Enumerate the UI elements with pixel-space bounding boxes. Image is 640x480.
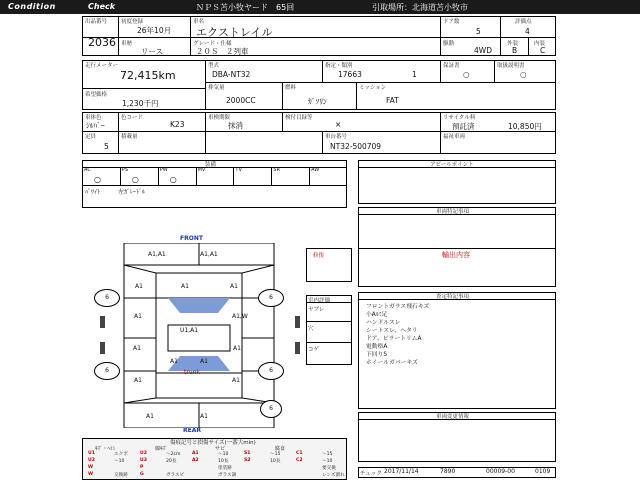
warranty: ○ — [463, 70, 470, 79]
barcode-number: 00009-00 — [486, 468, 515, 475]
legend-cell: W — [88, 465, 94, 470]
legend-header: 線ｷｽﾞ — [155, 446, 168, 452]
legend-cell: 20長 — [166, 459, 177, 464]
recycle-status: 預託済 — [452, 122, 475, 131]
int-grade: C — [540, 46, 546, 55]
lot-label: 出品番号 — [85, 19, 108, 25]
appeal-title: アピールポイント — [430, 162, 474, 168]
inspector-note: 下回りS — [366, 352, 388, 358]
doors-label: ドア数 — [443, 19, 460, 25]
score: 4 — [525, 27, 530, 36]
trunk-label: trunk — [184, 369, 200, 376]
repair-label: 修復 — [313, 253, 325, 259]
odometer: 72,415km — [120, 69, 176, 82]
check-label: チェック — [360, 471, 382, 477]
disp-label: 排気量 — [208, 85, 225, 91]
legend-cell: ～10 — [114, 459, 125, 464]
inspector-note: ドア、ピラートリムA — [366, 336, 422, 342]
equip-ps: PS — [121, 167, 129, 173]
legend-cell: ～15 — [322, 452, 333, 457]
legend-cell: ガラス調 — [218, 473, 237, 478]
score-label: 評価点 — [515, 19, 532, 25]
legend-cell: C2 — [296, 458, 303, 463]
odo-label: 走行メーター — [85, 63, 119, 69]
tyre-rear-right: 6 — [258, 362, 284, 380]
check-date: 2017/11/14 — [384, 468, 419, 475]
tyre-front-left: 6 — [94, 289, 120, 307]
inspector-title: 査定特記事項 — [436, 294, 470, 300]
price-label: 希望価格 — [85, 92, 108, 98]
interior-item-1: ヤブレ — [308, 307, 325, 313]
damage-code: A1,W — [232, 313, 248, 320]
interior-item-3: コゲ — [308, 347, 320, 353]
legend-cell: 要交換 — [322, 466, 336, 471]
fuel: ｶﾞｿﾘﾝ — [308, 97, 327, 106]
equip-extra-1: ﾊﾟﾜｲﾄ — [85, 189, 101, 196]
reg-label: 初度登録 — [121, 19, 144, 25]
auction-name: ＮＰＳ苫小牧ヤード 65回 — [196, 3, 295, 12]
load-label: 積載量 — [121, 134, 138, 140]
fuel-label: 燃料 — [285, 85, 297, 91]
legend-cell: A1 — [192, 451, 199, 456]
legend-cell: ～2cm — [166, 452, 181, 457]
equip-extra-2: 左ｶﾞﾚｰﾄﾞﾙ — [118, 189, 146, 196]
spare-tyre: 6 — [260, 400, 282, 418]
equip-value: ○ — [94, 175, 101, 184]
legend-cell: ～10 — [218, 452, 229, 457]
damage-code: A1 — [146, 413, 154, 420]
front-label: FRONT — [180, 235, 203, 242]
legend-cell: レンズ割れ — [322, 473, 345, 478]
equip-divider — [120, 167, 121, 185]
legend-cell: 塗装跡 — [218, 466, 232, 471]
cat1: 17663 — [338, 70, 362, 79]
pickup-location: 引取場所：北海道苫小牧市 — [372, 3, 468, 12]
manual-label: 取扱説明書 — [497, 63, 525, 69]
legend-cell: 10長 — [270, 459, 281, 464]
special-note: 輸出内容 — [442, 251, 470, 259]
rear-label: REAR — [183, 427, 201, 434]
damage-code: A1 — [232, 377, 240, 384]
type-label: 車歴 — [121, 41, 133, 47]
equip-title: 装備 — [205, 162, 217, 168]
cat-label: 指定・類別 — [325, 63, 353, 69]
inspector-note: シートスレ、ヘタリ — [366, 328, 418, 334]
welfare-label: 福祉車両 — [443, 134, 466, 140]
tyre-front-right: 6 — [258, 289, 284, 307]
equip-divider — [271, 167, 272, 185]
legend-cell: U2 — [140, 451, 147, 456]
legend-cell: U1 — [88, 451, 95, 456]
history-type: リース — [141, 47, 164, 56]
mission-label: ミッション — [359, 85, 387, 91]
color-label: 車体色 — [85, 115, 102, 121]
mission: FAT — [386, 96, 399, 105]
damage-code: A1 — [230, 283, 238, 290]
seats-label: 定員 — [85, 134, 97, 140]
inspector-note: フロントガラス飛石キズ — [366, 304, 430, 310]
color-code: K23 — [170, 120, 185, 129]
equip-value: ○ — [169, 175, 177, 184]
legend-cell: ～10 — [322, 459, 333, 464]
inspect-label: 車検期限 — [208, 115, 231, 121]
sheet-title-2: Check — [88, 2, 116, 11]
damage-code: A1 — [200, 358, 208, 365]
warranty-label: 保証書 — [443, 63, 460, 69]
lot-number: 2036 — [88, 36, 116, 49]
damage-code: A1 — [133, 345, 141, 352]
equip-ac: AC — [84, 167, 91, 173]
legend-cell: W — [88, 472, 94, 477]
recycle-label: リサイクル料 — [443, 115, 476, 121]
int-label: 内装 — [534, 41, 546, 47]
vehicle-info-row3 — [82, 112, 556, 154]
code-label: 色コード — [121, 115, 144, 121]
displacement: 2000CC — [226, 96, 256, 105]
reg-date: 26年10月 — [137, 26, 172, 35]
cat2: 1 — [412, 70, 417, 79]
damage-code: U1,A1 — [180, 327, 199, 334]
ext-grade: B — [512, 46, 518, 55]
drive: 4WD — [474, 46, 492, 55]
legend-cell: C1 — [296, 451, 303, 456]
check-number: 7890 — [440, 468, 456, 475]
damage-code: A1 — [134, 377, 142, 384]
legend-header: ｷｽﾞ・ﾍｺﾐ — [95, 446, 116, 452]
legend-header: サビ — [215, 446, 226, 452]
equip-divider — [196, 167, 197, 185]
change-title: 車両変更情報 — [436, 414, 470, 420]
doors: 5 — [476, 27, 481, 36]
legend-cell: P — [140, 465, 144, 470]
model-label: 型式 — [208, 63, 220, 69]
legend-cell: 交換跡 — [114, 473, 128, 478]
legend-cell: U2 — [88, 458, 95, 463]
seats: 5 — [104, 142, 109, 151]
inspection: 抹消 — [228, 121, 243, 130]
equip-aw: AW — [311, 167, 320, 173]
car-label: 車名 — [193, 19, 205, 25]
inspector-note: ホイールガバーキズ — [366, 360, 418, 366]
serial-number: 0109 — [535, 468, 551, 475]
equip-pw: PW — [159, 167, 168, 173]
header-bar — [0, 0, 640, 14]
inspector-note: 電動格A — [366, 344, 388, 350]
equip-sr: SR — [273, 167, 280, 173]
legend-cell: A2 — [192, 458, 199, 463]
legend-cell: S1 — [244, 451, 251, 456]
recycle-fee: 10,850円 — [508, 122, 542, 131]
interior-label: 室内評価 — [308, 298, 331, 304]
damage-code: A1,A1 — [200, 251, 218, 258]
inspector-note: ハンドルスレ — [366, 320, 401, 326]
drive-label: 駆動 — [443, 41, 455, 47]
legend-cell: エクボ — [114, 452, 128, 457]
damage-code: A1 — [134, 313, 142, 320]
equip-value: ○ — [131, 175, 139, 184]
chassis: NT32-500709 — [330, 142, 382, 151]
price: 1,230千円 — [122, 99, 159, 108]
color: ｼﾙﾊﾞｰ — [86, 121, 105, 130]
equip-divider — [158, 167, 159, 185]
ext-label: 外装 — [507, 41, 519, 47]
special-title: 車両特記事項 — [436, 209, 470, 215]
damage-code: A1 — [200, 413, 208, 420]
chassis-label: 車台番号 — [325, 134, 348, 140]
legend-cell: S2 — [244, 458, 251, 463]
tyre-rear-left: 6 — [94, 362, 120, 380]
interior-item-2: 穴 — [308, 326, 314, 332]
grade: ２０Ｓ ２列車 — [196, 47, 249, 56]
damage-code: A1 — [181, 283, 189, 290]
legend-cell: G — [140, 472, 144, 477]
damage-code: A1 — [233, 345, 241, 352]
manual: ○ — [520, 70, 527, 79]
ledger: × — [335, 120, 342, 129]
car-name: エクストレイル — [196, 26, 273, 39]
equip-mv: MV — [197, 167, 206, 173]
inspector-note: 小Aﾙﾐ足 — [366, 312, 388, 318]
ledger-label: 検付目録等 — [285, 115, 313, 121]
grade-label: グレード・仕様 — [193, 41, 232, 47]
legend-cell: ガラスビ — [166, 473, 185, 478]
sheet-title: Condition — [8, 2, 56, 11]
legend-title: 傷痕記号と損傷サイズ(一番大min) — [170, 440, 256, 446]
legend-cell: ～15 — [270, 452, 281, 457]
model: DBA-NT32 — [212, 70, 251, 79]
equip-tv: TV — [235, 167, 242, 173]
damage-code: A1 — [170, 358, 178, 365]
special-box — [358, 207, 556, 287]
legend-cell: U3 — [140, 458, 147, 463]
legend-cell: 10長 — [218, 459, 229, 464]
car-diagram — [90, 243, 310, 428]
legend-header: 腐食 — [275, 446, 286, 452]
damage-code: A1 — [135, 283, 143, 290]
damage-code: A1,A1 — [148, 251, 166, 258]
equip-divider — [309, 167, 310, 185]
